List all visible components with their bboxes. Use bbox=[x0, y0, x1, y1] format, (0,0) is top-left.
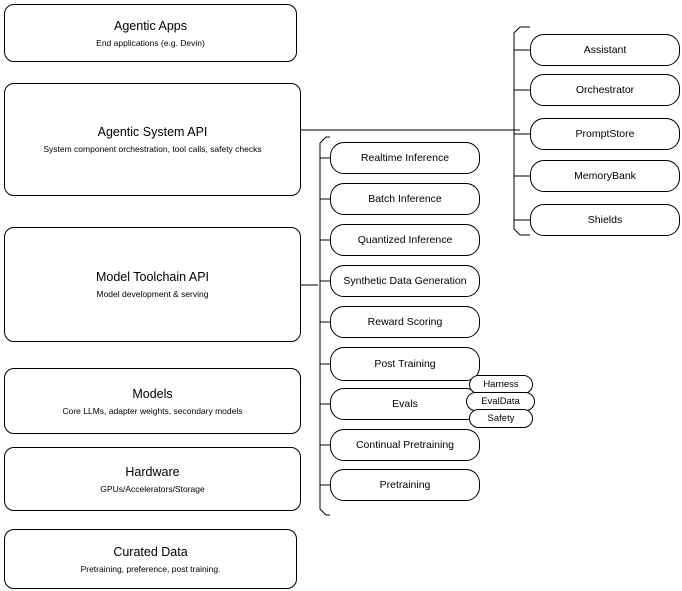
layer-title: Agentic System API bbox=[97, 125, 208, 139]
component-label: Shields bbox=[587, 214, 623, 226]
component-batch-inference[interactable] bbox=[330, 183, 480, 215]
layer-subtitle: End applications (e.g. Devin) bbox=[96, 37, 205, 48]
component-label: Quantized Inference bbox=[357, 234, 453, 246]
layer-subtitle: Core LLMs, adapter weights, secondary models bbox=[62, 405, 243, 416]
layer-subtitle: Pretraining, preference, post training. bbox=[80, 563, 221, 574]
layer-title: Models bbox=[132, 386, 173, 401]
component-label: Realtime Inference bbox=[360, 152, 450, 164]
component-label: Orchestrator bbox=[575, 84, 635, 96]
stack-layer-hardware[interactable] bbox=[4, 447, 301, 511]
component-label: Harness bbox=[483, 379, 519, 390]
component-safety[interactable] bbox=[469, 409, 533, 428]
layer-title: Hardware bbox=[125, 464, 180, 479]
component-assistant[interactable] bbox=[530, 34, 680, 66]
stack-layer-models[interactable] bbox=[4, 368, 301, 434]
stack-layer-agentic-system-api[interactable] bbox=[4, 83, 301, 196]
component-post-training[interactable] bbox=[330, 347, 480, 381]
component-continual-pretraining[interactable] bbox=[330, 429, 480, 461]
component-realtime-inference[interactable] bbox=[330, 142, 480, 174]
component-evals[interactable] bbox=[330, 388, 480, 420]
component-synthetic-data-generation[interactable] bbox=[330, 265, 480, 297]
component-label: Post Training bbox=[374, 358, 436, 370]
component-shields[interactable] bbox=[530, 204, 680, 236]
component-label: Evals bbox=[392, 398, 418, 410]
component-label: Synthetic Data Generation bbox=[343, 275, 467, 287]
component-label: Batch Inference bbox=[368, 193, 442, 205]
stack-layer-curated-data[interactable] bbox=[4, 529, 297, 589]
component-label: Safety bbox=[487, 413, 515, 424]
component-label: Continual Pretraining bbox=[355, 439, 455, 451]
component-label: Reward Scoring bbox=[367, 316, 443, 328]
layer-subtitle: Model development & serving bbox=[96, 289, 209, 299]
layer-title: Curated Data bbox=[113, 544, 188, 559]
component-label: Assistant bbox=[583, 44, 627, 56]
layer-subtitle: GPUs/Accelerators/Storage bbox=[100, 483, 205, 494]
stack-layer-agentic-apps[interactable] bbox=[4, 4, 297, 62]
component-memorybank[interactable] bbox=[530, 160, 680, 192]
component-label: Pretraining bbox=[379, 479, 431, 491]
component-label: PromptStore bbox=[575, 128, 635, 140]
component-quantized-inference[interactable] bbox=[330, 224, 480, 256]
component-orchestrator[interactable] bbox=[530, 74, 680, 106]
stack-layer-model-toolchain-api[interactable] bbox=[4, 227, 301, 342]
component-reward-scoring[interactable] bbox=[330, 306, 480, 338]
layer-subtitle: System component orchestration, tool calls, safety checks bbox=[43, 144, 262, 154]
layer-title: Agentic Apps bbox=[114, 18, 187, 33]
component-label: MemoryBank bbox=[574, 170, 636, 182]
component-pretraining[interactable] bbox=[330, 469, 480, 501]
layer-title: Model Toolchain API bbox=[95, 270, 210, 284]
component-promptstore[interactable] bbox=[530, 118, 680, 150]
component-label: EvalData bbox=[481, 396, 520, 407]
